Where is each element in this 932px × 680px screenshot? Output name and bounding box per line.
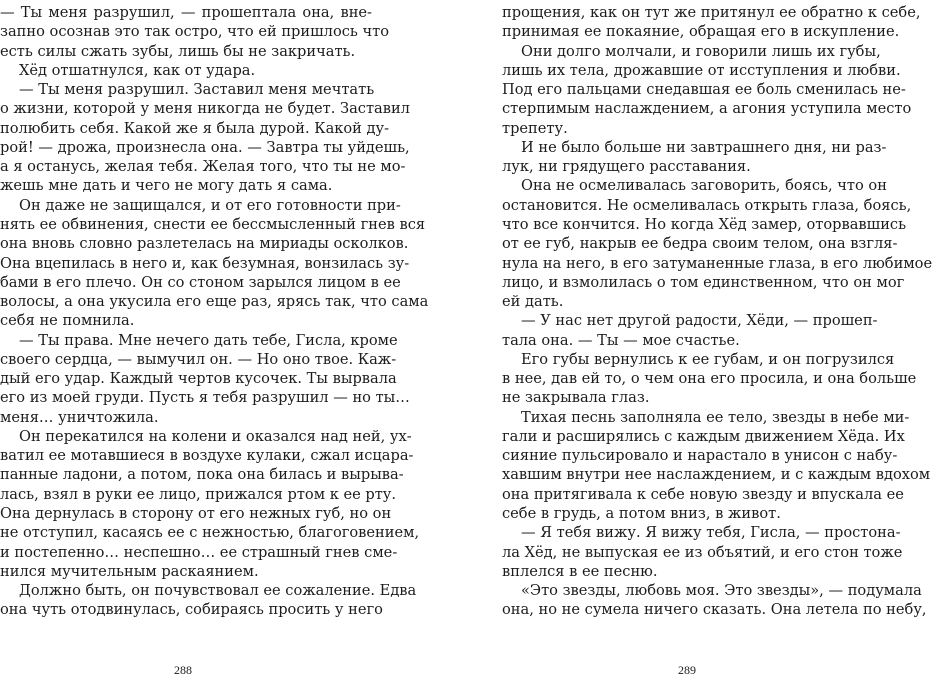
text-line: И не было больше ни завтрашнего дня, ни раз- <box>521 138 887 156</box>
text-line: дый его удар. Каждый чертов кусочек. Ты вырвала <box>0 370 397 388</box>
text-line: в нее, дав ей то, о чем она его просила, и она больше <box>502 370 917 388</box>
right-page <box>437 0 932 680</box>
text-line: лицо, и взмолилась о том единственном, что он мог <box>502 273 905 291</box>
page-number-right: 289 <box>678 663 696 677</box>
text-line: Он перекатился на колени и оказался над ней, ух- <box>19 427 412 445</box>
text-line: Он даже не защищался, и от его готовности при- <box>19 196 401 214</box>
text-line: «Это звезды, любовь моя. Это звезды», — подумала <box>521 582 922 600</box>
text-line: она притягивала к себе новую звезду и впускала ее <box>502 485 904 503</box>
text-line: Тихая песнь заполняла ее тело, звезды в небе ми- <box>521 408 910 426</box>
text-line: стерпимым наслаждением, а агония уступила место <box>502 100 912 118</box>
text-line: лась, взял в руки ее лицо, прижался ртом к ее рту. <box>0 485 397 503</box>
text-line: — Я тебя вижу. Я вижу тебя, Гисла, — простона- <box>521 524 901 542</box>
text-line: сияние пульсировало и нарастало в унисон с набу- <box>502 447 898 465</box>
text-line: не отступил, касаясь ее с нежностью, благоговением, <box>0 524 420 542</box>
text-line: тала она. — Ты — мое счастье. <box>502 331 740 349</box>
text-line: есть силы сжать зубы, лишь бы не закричать. <box>0 42 356 60</box>
text-line: ла Хёд, не выпуская ее из объятий, и его стон тоже <box>502 543 903 561</box>
text-line: лук, ни грядущего расставания. <box>502 158 751 176</box>
text-line: его из моей груди. Пусть я тебя разрушил — но ты… <box>0 389 410 407</box>
text-line: рой! — дрожа, произнесла она. — Завтра ты уйдешь, <box>0 138 410 156</box>
page-number-left: 288 <box>174 663 192 677</box>
text-line: от ее губ, накрыв ее бедра своим телом, она взгля- <box>502 235 898 253</box>
text-line: нился мучительным раскаянием. <box>0 562 259 580</box>
text-line: что все кончится. Но когда Хёд замер, оторвавшись <box>502 215 907 233</box>
text-line: а я останусь, желая тебя. Желая того, что ты не мо- <box>0 158 406 176</box>
text-line: жешь мне дать и чего не могу дать я сама. <box>0 177 333 195</box>
text-line: бами в его плечо. Он со стоном зарылся лицом в ее <box>0 273 401 291</box>
left-page <box>0 0 437 680</box>
text-line: она чуть отодвинулась, собираясь просить у него <box>0 601 383 619</box>
text-line: своего сердца, — вымучил он. — Но оно твое. Каж- <box>0 350 397 368</box>
text-line: панные ладони, а потом, пока она билась и вырыва- <box>0 466 404 484</box>
text-line: Она дернулась в сторону от его нежных губ, но он <box>0 505 392 523</box>
text-line: трепету. <box>502 119 568 137</box>
text-line: Его губы вернулись к ее губам, и он погрузился <box>521 350 895 368</box>
text-line: Должно быть, он почувствовал ее сожаление. Едва <box>19 582 417 600</box>
text-line: она вновь словно разлетелась на мириады осколков. <box>0 235 409 253</box>
text-line: лишь их тела, дрожавшие от исступления и любви. <box>502 61 901 79</box>
text-line: Под его пальцами снедавшая ее боль сменилась не- <box>502 81 906 99</box>
text-line: не закрывала глаз. <box>502 389 650 407</box>
text-line: она, но не сумела ничего сказать. Она летела по небу, <box>502 601 927 619</box>
text-line: волосы, а она укусила его еще раз, ярясь так, что сама <box>0 293 429 311</box>
text-line: Она вцепилась в него и, как безумная, вонзилась зу- <box>0 254 410 272</box>
text-line: Хёд отшатнулся, как от удара. <box>19 61 256 79</box>
text-line: принимая ее покаяние, обращая его в искупление. <box>502 23 900 41</box>
text-line: ватил ее мотавшиеся в воздухе кулаки, сжал исцара- <box>0 447 414 465</box>
text-line: о жизни, которой у меня никогда не будет. Заставил <box>0 100 410 118</box>
text-line: нула на него, в его затуманенные глаза, в его любимое <box>502 254 932 272</box>
text-line: вплелся в ее песню. <box>502 562 658 580</box>
text-line: — Ты меня разрушил, — прошептала она, вне- <box>0 4 372 21</box>
text-line: Она не осмеливалась заговорить, боясь, что он <box>521 177 887 195</box>
text-line: — Ты права. Мне нечего дать тебе, Гисла, кроме <box>19 331 398 349</box>
text-line: ей дать. <box>502 293 564 311</box>
text-line: остановится. Не осмеливалась открыть глаза, боясь, <box>502 196 912 214</box>
text-line: прощения, как он тут же притянул ее обратно к себе, <box>502 4 921 21</box>
text-line: нять ее обвинения, снести ее бессмысленный гнев вся <box>0 215 426 233</box>
text-line: гали и расширялись с каждым движением Хёда. Их <box>502 427 905 445</box>
text-line: — Ты меня разрушил. Заставил меня мечтать <box>19 81 375 99</box>
text-line: себя не помнила. <box>0 312 135 330</box>
text-line: запно осознав это так остро, что ей пришлось что <box>0 23 390 41</box>
text-line: себе в грудь, а потом вниз, в живот. <box>502 505 781 523</box>
text-line: меня… уничтожила. <box>0 408 159 426</box>
text-line: и постепенно… неспешно… ее страшный гнев сме- <box>0 543 398 561</box>
text-line: полюбить себя. Какой же я была дурой. Какой ду- <box>0 119 390 137</box>
text-line: — У нас нет другой радости, Хёди, — прошеп- <box>521 312 878 330</box>
text-line: Они долго молчали, и говорили лишь их губы, <box>521 42 881 60</box>
text-line: хавшим внутри нее наслаждением, и с каждым вдохом <box>502 466 931 484</box>
